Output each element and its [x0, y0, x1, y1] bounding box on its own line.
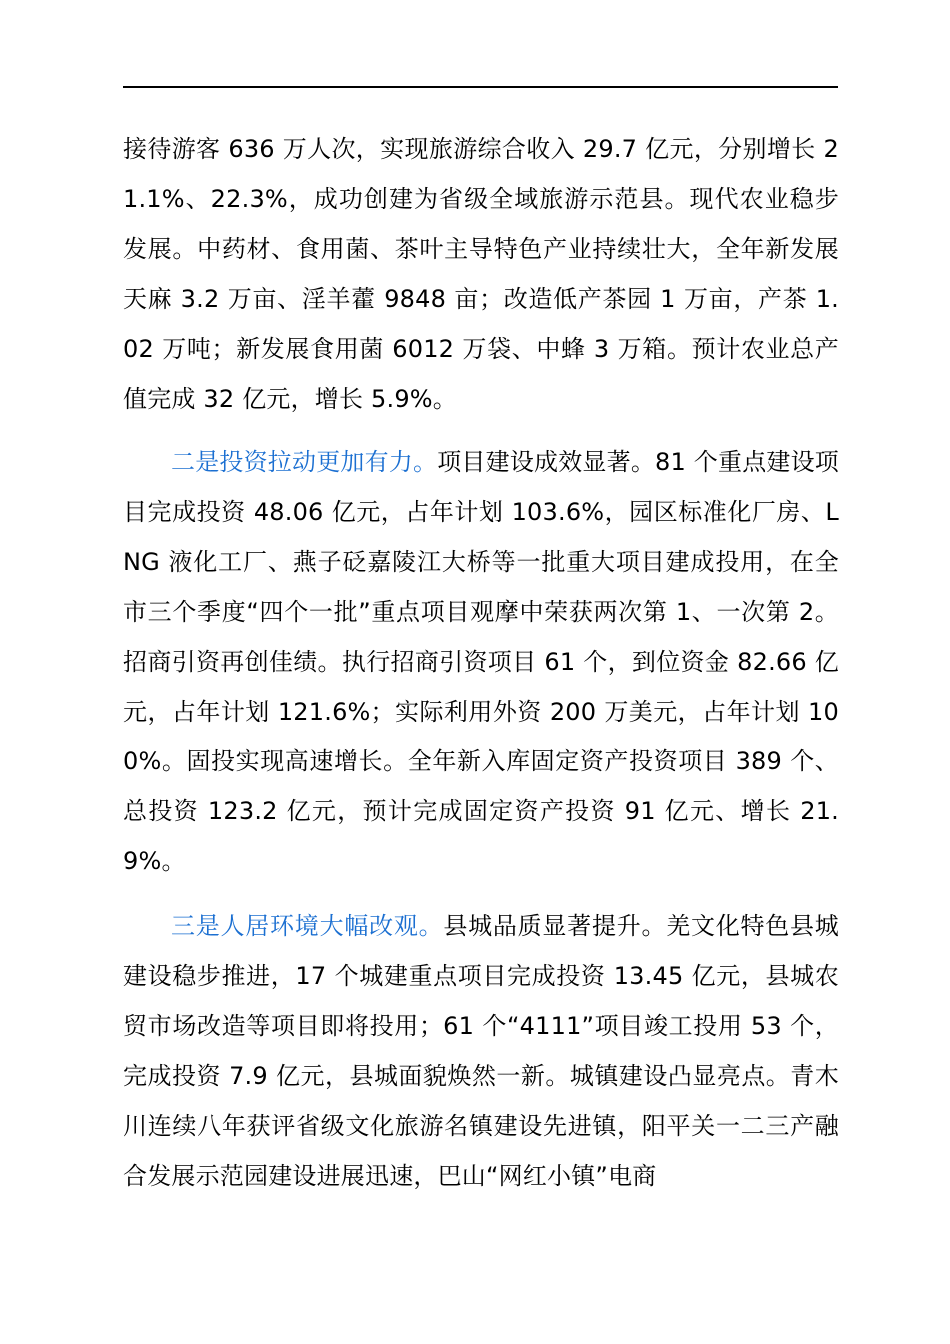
paragraph-tourism-agriculture — [123, 125, 839, 424]
paragraph-lead-investment: 二是投资拉动更加有力。 — [171, 448, 438, 476]
paragraph-body-living-environment: 县城品质显著提升。羌文化特色县城建设稳步推进，17 个城建重点项目完成投资 13.45 亿元，县城农贸市场改造等项目即将投用；61 个“4111”项目竣工投用 53 个，完成投资 7.9 亿元，县城面貌焕然一新。城镇建设凸显亮点。青木川连续八年获评省级文化旅游名镇建设先进镇，阳平关一二三产融合发展示范园建设进展迅速，巴山“网红小镇”电商 — [123, 912, 839, 1190]
paragraph-body-investment: 项目建设成效显著。81 个重点建设项目完成投资 48.06 亿元，占年计划 103.6%，园区标准化厂房、LNG 液化工厂、燕子砭嘉陵江大桥等一批重大项目建成投用，在全市三个季度“四个一批”重点项目观摩中荣获两次第 1、一次第 2。招商引资再创佳绩。执行招商引资项目 61 个，到位资金 82.66 亿元，占年计划 121.6%；实际利用外资 200 万美元，占年计划 100%。固投实现高速增长。全年新入库固定资产投资项目 389 个、总投资 123.2 亿元，预计完成固定资产投资 91 亿元、增长 21.9%。 — [123, 448, 839, 876]
paragraph-living-environment — [123, 902, 839, 1201]
paragraph-lead-living-environment: 三是人居环境大幅改观。 — [171, 912, 444, 940]
paragraph-body: 接待游客 636 万人次，实现旅游综合收入 29.7 亿元，分别增长 21.1%、22.3%，成功创建为省级全域旅游示范县。现代农业稳步发展。中药材、食用菌、茶叶主导特色产业持续壮大，全年新发展天麻 3.2 万亩、淫羊藿 9848 亩；改造低产茶园 1 万亩，产茶 1.02 万吨；新发展食用菌 6012 万袋、中蜂 3 万箱。预计农业总产值完成 32 亿元，增长 5.9%。 — [123, 135, 839, 413]
paragraph-investment — [123, 438, 839, 887]
header-rule — [123, 86, 838, 88]
